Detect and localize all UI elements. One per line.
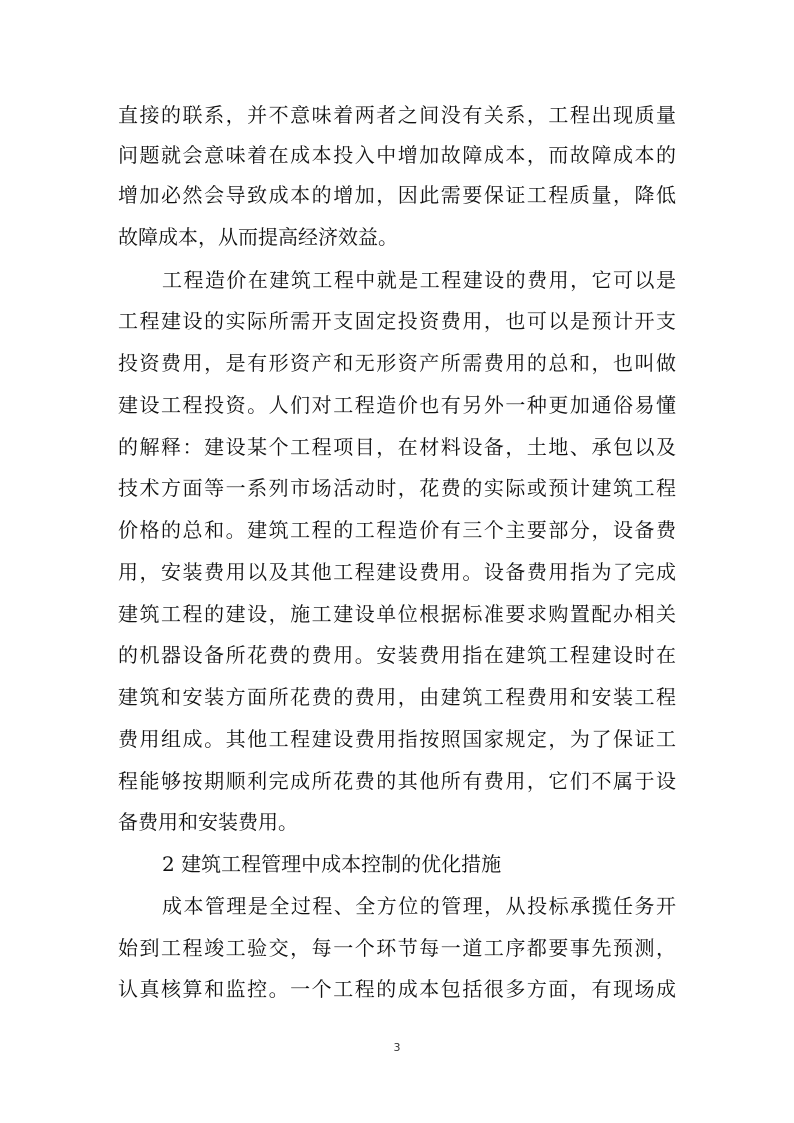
body-text-line: 工程建设的实际所需开支固定投资费用，也可以是预计开支 [118,309,676,333]
body-text-line: 技术方面等一系列市场活动时，花费的实际或预计建筑工程 [118,476,676,500]
body-text-line: 费用组成。其他工程建设费用指按照国家规定，为了保证工 [118,727,676,751]
body-text-line: 直接的联系，并不意味着两者之间没有关系，工程出现质量 [118,103,676,127]
page-number: 3 [393,1041,401,1054]
body-text-line: 故障成本，从而提高经济效益。 [118,225,398,249]
body-text-line: 备费用和安装费用。 [118,810,298,834]
body-text-line: 认真核算和监控。一个工程的成本包括很多方面，有现场成 [118,977,676,1001]
body-text-line: 始到工程竣工验交，每一个环节每一道工序都要事先预测， [118,936,676,960]
body-text-line: 投资费用，是有形资产和无形资产所需费用的总和，也叫做 [118,351,676,375]
body-text-line: 用，安装费用以及其他工程建设费用。设备费用指为了完成 [118,560,676,584]
section-heading: 2 建筑工程管理中成本控制的优化措施 [162,852,502,876]
paragraph-first-line: 成本管理是全过程、全方位的管理，从投标承揽任务开 [162,894,676,918]
body-text-line: 建筑工程的建设，施工建设单位根据标准要求购置配办相关 [118,602,676,626]
body-text-line: 建筑和安装方面所花费的费用，由建筑工程费用和安装工程 [118,685,676,709]
body-text-line: 价格的总和。建筑工程的工程造价有三个主要部分，设备费 [118,518,676,542]
body-text-line: 增加必然会导致成本的增加，因此需要保证工程质量，降低 [118,183,676,207]
body-text-line: 程能够按期顺利完成所花费的其他所有费用，它们不属于设 [118,769,676,793]
body-text-line: 问题就会意味着在成本投入中增加故障成本，而故障成本的 [118,143,676,167]
paragraph-first-line: 工程造价在建筑工程中就是工程建设的费用，它可以是 [162,268,676,292]
body-text-line: 的解释：建设某个工程项目，在材料设备，土地、承包以及 [118,435,676,459]
body-text-line: 建设工程投资。人们对工程造价也有另外一种更加通俗易懂 [118,393,676,417]
body-text-line: 的机器设备所花费的费用。安装费用指在建筑工程建设时在 [118,643,676,667]
